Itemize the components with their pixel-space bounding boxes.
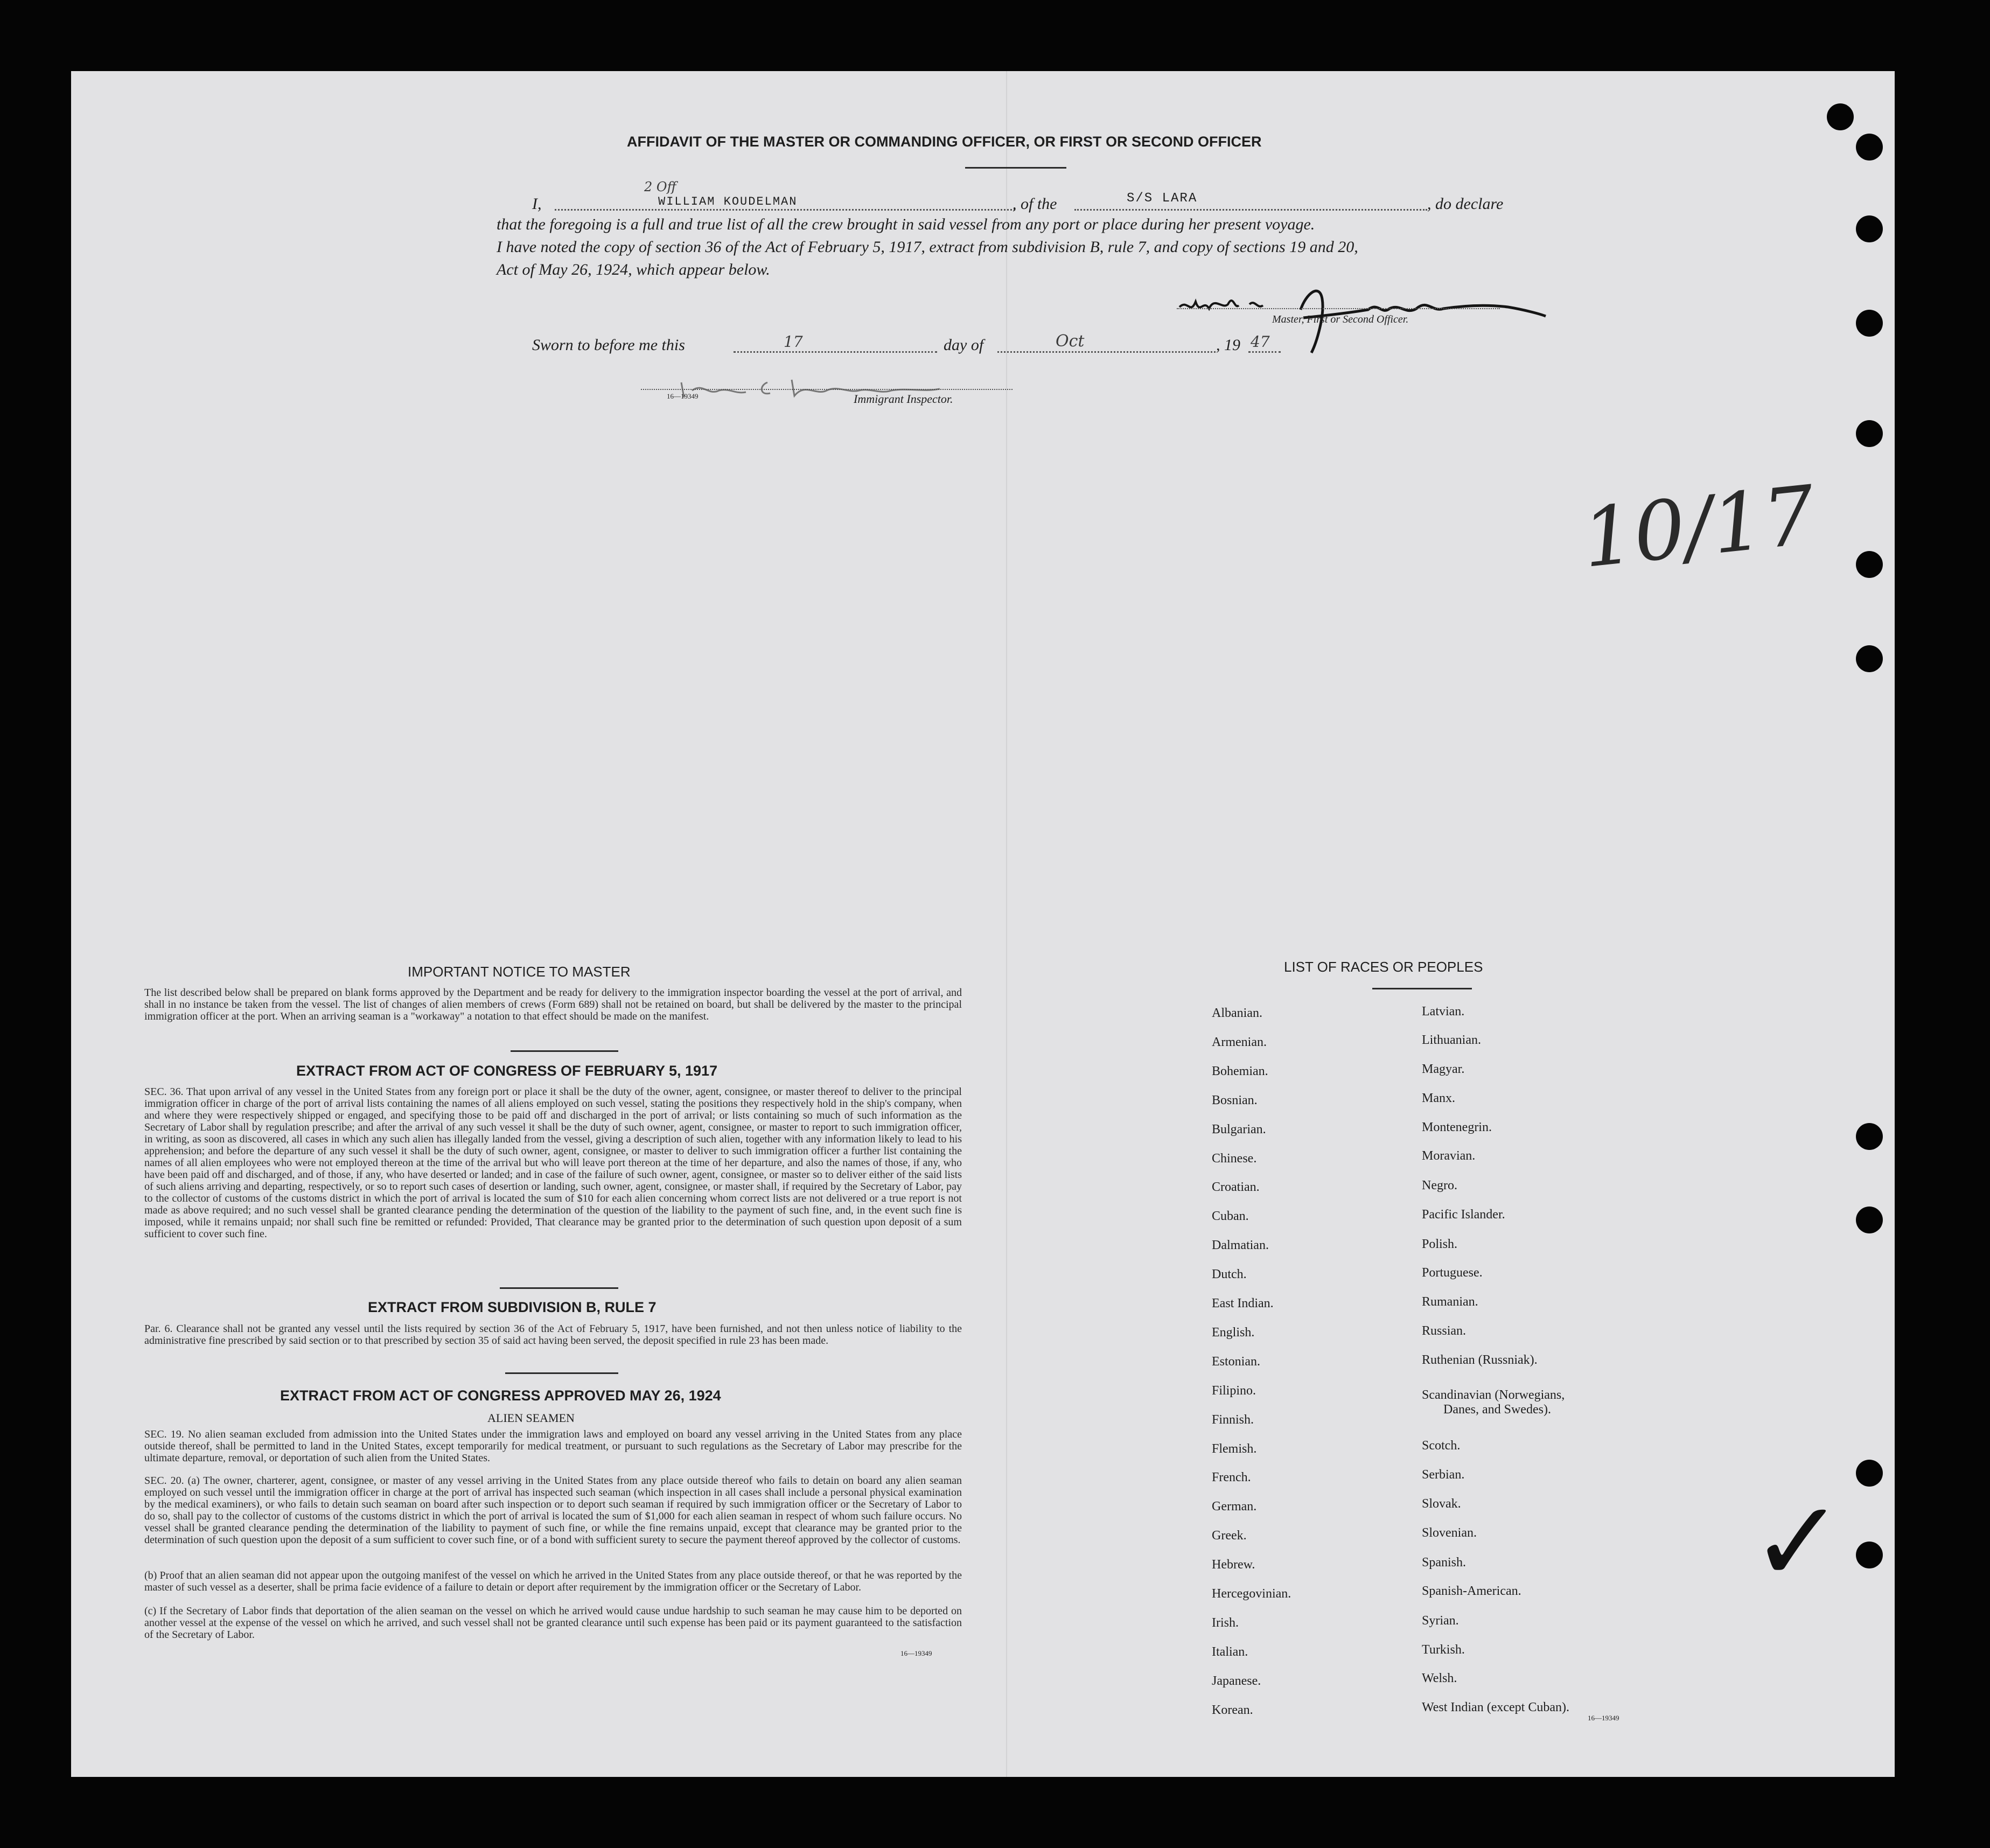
race-item-scandinavian-cont: Danes, and Swedes). (1443, 1403, 1551, 1417)
race-item: Magyar. (1422, 1062, 1465, 1076)
race-item: Scotch. (1422, 1439, 1461, 1453)
notice-title: IMPORTANT NOTICE TO MASTER (408, 964, 631, 980)
day-of-label: day of (944, 336, 984, 354)
punch-hole (1856, 1123, 1883, 1150)
race-item: Latvian. (1422, 1005, 1465, 1019)
sworn-day: 17 (784, 333, 803, 351)
punch-hole (1856, 1460, 1883, 1487)
race-item: Lithuanian. (1422, 1033, 1481, 1047)
race-item: Italian. (1212, 1645, 1248, 1659)
extract-1917-text: SEC. 36. That upon arrival of any vessel in the United States from any foreign port or place it shall be the duty of the owner, agent, consignee, or master thereof to deliver to the principal immigration officer in charge of the port of arrival lists containing the names of all aliens employed on such vessel, stating the positions they respectively hold in the ship's company, when and where they were respectively shipped or engaged, and specifying those to be paid off and discharged in the port of arrival; or lists containing so much of such information as the Secretary of Labor shall by regulation prescribe; and after the arrival of any such vessel it shall be the duty of such owner, agent, consignee, or master to report to such immigration officer, in writing, as soon as discovered, all cases in which any such alien has illegally landed from the vessel, giving a description of such alien, together with any information likely to lead to his apprehension; and before the departure of any such vessel it shall be the duty of such owner, agent, consignee, or master to deliver to such immigration officer a further list containing the names of all alien employees who were not employed thereon at the time of the arrival but who will leave port thereon at the time of her departure, and also the names of those, if any, who have been paid off and discharged, and of those, if any, who have deserted or landed; and in case of the failure of such owner, agent, consignee, or master so to deliver either of the said lists of such aliens arriving and departing, respectively, or so to report such cases of desertion or landing, such owner, agent, consignee, or master shall, if required by the Secretary of Labor, pay to the collector of customs of the customs district in which the port of arrival is located the sum of $10 for each alien concerning whom correct lists are not delivered or a true report is not made as above required; and no such vessel shall be granted clearance pending the determination of the question of the liability to the payment of such fine, and, in the event such fine is imposed, while it remains unpaid; nor shall such fine be remitted or refunded: Provided, That clearance may be granted prior to the determination of such question upon deposit of a sum sufficient to cover such fine. (144, 1086, 962, 1240)
punch-hole (1856, 420, 1883, 447)
divider (500, 1287, 618, 1289)
master-name: WILLIAM KOUDELMAN (658, 195, 798, 208)
inspector-caption: Immigrant Inspector. (854, 392, 953, 406)
affidavit-i-label: I, (532, 195, 542, 213)
punch-hole (1827, 103, 1854, 130)
race-item: Bosnian. (1212, 1093, 1258, 1107)
race-item: Turkish. (1422, 1643, 1465, 1657)
race-item: Portuguese. (1422, 1266, 1483, 1280)
race-item: Hercegovinian. (1212, 1587, 1291, 1601)
race-item: Bohemian. (1212, 1064, 1268, 1078)
race-item: Serbian. (1422, 1468, 1465, 1482)
sec-20b-text: (b) Proof that an alien seaman did not appear upon the outgoing manifest of the vessel on which he arrived in the United States from any place outside thereof, or that he was reported by the master of such vessel as a deserter, shall be prima facie evidence of a failure to detain or deport after requirement by the immigration officer or the Secretary of Labor. (144, 1570, 962, 1593)
sworn-label: Sworn to before me this (532, 336, 685, 354)
name-line (555, 209, 1015, 211)
punch-hole (1856, 551, 1883, 578)
divider (1372, 988, 1472, 989)
race-item: Rumanian. (1422, 1295, 1478, 1309)
vessel-line (1074, 209, 1427, 211)
sworn-month: Oct (1056, 332, 1085, 351)
race-item: Syrian. (1422, 1614, 1459, 1628)
race-item: Finnish. (1212, 1413, 1254, 1427)
race-item: Irish. (1212, 1616, 1239, 1630)
extract-1924-title: EXTRACT FROM ACT OF CONGRESS APPROVED MAY 26, 1924 (280, 1387, 721, 1404)
race-item: Montenegrin. (1422, 1120, 1492, 1134)
sec-20c-text: (c) If the Secretary of Labor finds that deportation of the alien seaman on the vessel on which he arrived would cause undue hardship to such seaman he may cause him to be deported on another vessel at the expense of the vessel on which he arrived, and such vessel shall not be granted clearance until such expense has been paid or its payment guaranteed to the satisfaction of the Secretary of Labor. (144, 1605, 962, 1641)
race-item: Spanish. (1422, 1556, 1467, 1570)
race-item: Croatian. (1212, 1180, 1260, 1194)
race-item: Slovak. (1422, 1497, 1461, 1511)
punch-hole (1856, 1542, 1883, 1568)
signature-line (1177, 308, 1500, 309)
of-the-label: , of the (1013, 195, 1057, 213)
race-item: Welsh. (1422, 1671, 1457, 1685)
race-item: Moravian. (1422, 1149, 1476, 1163)
rule7-text: Par. 6. Clearance shall not be granted any vessel until the lists required by section 36 of the Act of February 5, 1917, have been furnished, and not then unless notice of liability to the administrative fine prescribed by said section or to that prescribed by section 35 of said act having been served, the deposit specified in rule 23 has been made. (144, 1323, 962, 1347)
title-divider (965, 167, 1066, 169)
races-title: LIST OF RACES OR PEOPLES (1284, 959, 1483, 975)
punch-hole (1856, 1207, 1883, 1233)
punch-hole (1856, 215, 1883, 242)
race-item: Pacific Islander. (1422, 1208, 1505, 1222)
race-item: Greek. (1212, 1529, 1247, 1543)
race-item: Filipino. (1212, 1384, 1256, 1398)
race-item: Flemish. (1212, 1442, 1257, 1456)
divider (511, 1050, 618, 1052)
sec-19-text: SEC. 19. No alien seaman excluded from admission into the United States under the immigration laws and employed on board any vessel arriving in the United States from any place outside thereof, shall be permitted to land in the United States, except temporarily for medical treatment, or pursuant to such regulations as the Secretary of Labor may prescribe for the ultimate departure, removal, or deportation of such alien from the United States. (144, 1428, 962, 1464)
punch-hole (1856, 310, 1883, 337)
race-item: German. (1212, 1500, 1257, 1514)
race-item: Estonian. (1212, 1355, 1260, 1369)
signature-caption: Master, First or Second Officer. (1272, 313, 1409, 325)
vessel-name: S/S LARA (1127, 191, 1198, 206)
race-item: Ruthenian (Russniak). (1422, 1353, 1538, 1367)
race-item: Slovenian. (1422, 1526, 1477, 1540)
races-form-number: 16—19349 (1588, 1714, 1619, 1722)
race-item: East Indian. (1212, 1296, 1274, 1310)
race-item: Albanian. (1212, 1006, 1262, 1020)
race-item: Dutch. (1212, 1267, 1247, 1281)
sworn-day-line (734, 351, 937, 353)
race-item: Bulgarian. (1212, 1122, 1266, 1136)
race-item: Negro. (1422, 1178, 1457, 1193)
race-item: Russian. (1422, 1324, 1467, 1338)
notice-text: The list described below shall be prepared on blank forms approved by the Department and be ready for delivery to the immigration inspector boarding the vessel at the port of arrival, and shall in no instance be taken from the vessel. The list of changes of alien members of crews (Form 689) shall not be retained on board, but shall be delivered by the master to the principal immigration officer at the port. When an arriving seaman is a "workaway" a notation to that effect should be made on the manifest. (144, 987, 962, 1022)
extract-1917-title: EXTRACT FROM ACT OF CONGRESS OF FEBRUARY 5, 1917 (296, 1063, 718, 1079)
race-item: Spanish-American. (1422, 1584, 1521, 1598)
race-item: Japanese. (1212, 1674, 1261, 1688)
do-declare-label: , do declare (1427, 195, 1504, 213)
affidavit-form-number: 16—19349 (667, 392, 699, 400)
affidavit-line-2: that the foregoing is a full and true list of all the crew brought in said vessel from any port or place during her present voyage. (497, 215, 1315, 233)
race-item: English. (1212, 1326, 1255, 1340)
race-item: Scandinavian (Norwegians, (1422, 1388, 1565, 1402)
rule7-title: EXTRACT FROM SUBDIVISION B, RULE 7 (368, 1299, 657, 1315)
affidavit-title: AFFIDAVIT OF THE MASTER OR COMMANDING OFFICER, OR FIRST OR SECOND OFFICER (627, 134, 1262, 150)
extract-1924-form-number: 16—19349 (900, 1649, 932, 1657)
year-suffix: 47 (1251, 333, 1270, 351)
inspector-line (641, 389, 1013, 390)
race-item: Chinese. (1212, 1152, 1257, 1166)
punch-hole (1856, 134, 1883, 161)
alien-seamen-subtitle: ALIEN SEAMEN (487, 1411, 575, 1425)
race-item: Cuban. (1212, 1209, 1249, 1223)
handwritten-check: ✓ (1750, 1476, 1845, 1608)
race-item: French. (1212, 1470, 1251, 1484)
sec-20a-text: SEC. 20. (a) The owner, charterer, agent, consignee, or master of any vessel arriving in the United States from any place outside thereof who fails to detain on board any alien seaman employed on such vessel until the immigration officer in charge at the port of arrival has inspected such seaman (which inspection in all cases shall include a personal physical examination by the medical examiners), or who fails to detain such seaman on board after such inspection or to deport such seaman if required by such immigration officer or the Secretary of Labor to do so, shall pay to the collector of customs of the customs district in which the port of arrival is located the sum of $1,000 for each alien seaman in respect of whom such failure occurs. No vessel shall be granted clearance pending the determination of the liability to payment of such fine, or while the fine remains unpaid, except that clearance may be granted prior to the determination of such question upon the deposit of a sum sufficient to cover such fine, or of a bond with sufficient surety to secure the payment thereof approved by the collector of customs. (144, 1475, 962, 1546)
race-item: Korean. (1212, 1703, 1253, 1717)
sworn-month-line (997, 351, 1216, 353)
divider (505, 1372, 618, 1374)
affidavit-line-4: Act of May 26, 1924, which appear below. (497, 261, 770, 278)
race-item: Armenian. (1212, 1035, 1267, 1049)
handwritten-date: 10/17 (1578, 468, 1820, 587)
race-item: West Indian (except Cuban). (1422, 1700, 1569, 1714)
race-item: Polish. (1422, 1237, 1458, 1251)
affidavit-line-3: I have noted the copy of section 36 of the Act of February 5, 1917, extract from subdivision B, rule 7, and copy of sections 19 and 20, (497, 238, 1358, 256)
page-fold (1006, 71, 1007, 1777)
name-annotation: 2 Off (644, 179, 676, 194)
punch-hole (1856, 645, 1883, 672)
year-prefix: , 19 (1216, 336, 1240, 354)
race-item: Dalmatian. (1212, 1238, 1269, 1252)
race-item: Manx. (1422, 1091, 1455, 1105)
year-line (1248, 351, 1281, 353)
race-item: Hebrew. (1212, 1558, 1255, 1572)
